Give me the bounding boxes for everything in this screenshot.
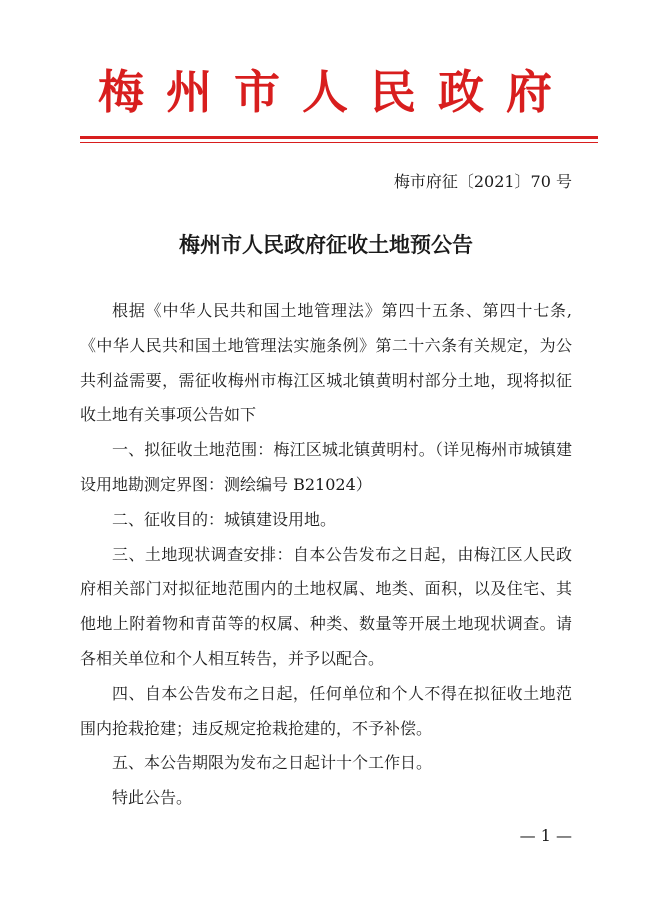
body-paragraph-purpose: 二、征收目的：城镇建设用地。: [112, 509, 337, 529]
page-number: — 1 —: [519, 826, 572, 845]
body-paragraph-prohibition: 四、自本公告发布之日起，任何单位和个人不得在拟征收土地范围内抢栽抢建；违反规定抢栽抢建的，不予补偿。: [80, 683, 572, 738]
masthead-title: 梅州市人民政府: [98, 65, 574, 119]
document-number: 梅市府征〔2021〕70 号: [393, 172, 572, 191]
masthead-rule-thick: [80, 136, 598, 139]
body-paragraph-closing: 特此公告。: [112, 788, 193, 808]
body-paragraph-scope: 一、拟征收土地范围：梅江区城北镇黄明村。（详见梅州市城镇建设用地勘测定界图：测绘编号 B21024）: [80, 440, 572, 494]
body-paragraph-survey: 三、土地现状调查安排：自本公告发布之日起，由梅江区人民政府相关部门对拟征地范围内的土地权属、地类、面积，以及住宅、其他地上附着物和青苗等的权属、种类、数量等开展土地现状调查。请各相关单位和个人相互转告，并予以配合。: [80, 544, 572, 668]
document-title: 梅州市人民政府征收土地预公告: [179, 233, 473, 257]
masthead-rule-thin: [80, 142, 598, 143]
body-paragraph-intro: 根据《中华人民共和国土地管理法》第四十五条、第四十七条,《中华人民共和国土地管理法实施条例》第二十六条有关规定，为公共利益需要，需征收梅州市梅江区城北镇黄明村部分土地，现将拟征收土地有关事项公告如下: [80, 301, 572, 425]
body-paragraph-period: 五、本公告期限为发布之日起计十个工作日。: [112, 753, 433, 773]
document-body: [80, 294, 572, 816]
